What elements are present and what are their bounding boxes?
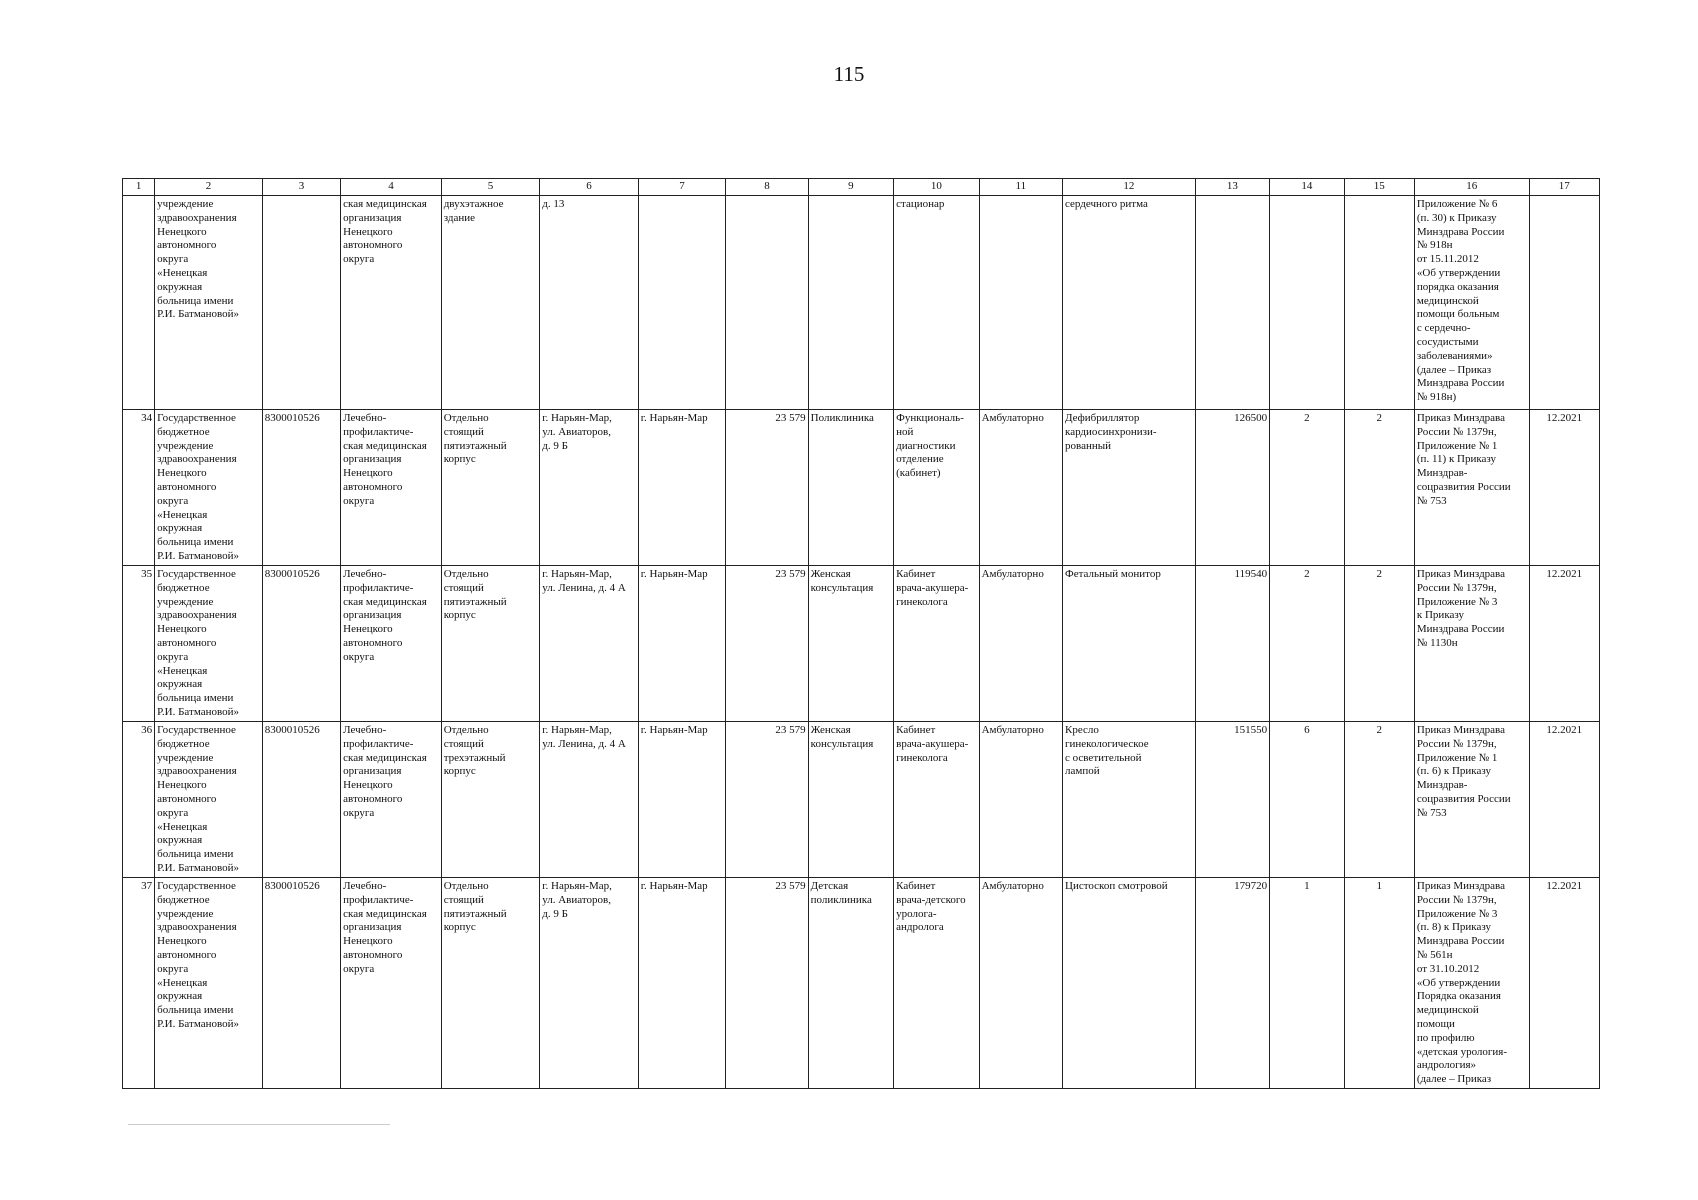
cell-unit: [808, 196, 893, 410]
cell-qty-planned: [1344, 196, 1414, 410]
header-cell-8: 8: [726, 179, 808, 196]
cell-care-mode: Амбулаторно: [979, 878, 1062, 1089]
cell-settlement: [638, 196, 725, 410]
cell-qty-planned: 2: [1344, 410, 1414, 566]
page-number: 115: [833, 62, 865, 86]
cell-building: Отдельно стоящий пятиэтажный корпус: [441, 566, 540, 722]
cell-settlement: г. Нарьян-Мар: [638, 722, 725, 878]
cell-population: 23 579: [726, 566, 808, 722]
cell-address: г. Нарьян-Мар, ул. Авиаторов, д. 9 Б: [540, 410, 639, 566]
cell-population: 23 579: [726, 410, 808, 566]
cell-row-number: [123, 196, 155, 410]
cell-care-mode: Амбулаторно: [979, 566, 1062, 722]
cell-qty-planned: 2: [1344, 722, 1414, 878]
cell-code: 119540: [1195, 566, 1269, 722]
header-cell-17: 17: [1529, 179, 1600, 196]
header-cell-6: 6: [540, 179, 639, 196]
cell-building: Отдельно стоящий пятиэтажный корпус: [441, 878, 540, 1089]
cell-date: 12.2021: [1529, 722, 1600, 878]
cell-department: Кабинет врача-детского уролога- андролога: [894, 878, 979, 1089]
cell-population: 23 579: [726, 722, 808, 878]
cell-code: 126500: [1195, 410, 1269, 566]
cell-row-number: 34: [123, 410, 155, 566]
cell-org-type: Лечебно- профилактиче- ская медицинская организация Ненецкого автономного округа: [341, 410, 442, 566]
cell-qty-required: 1: [1270, 878, 1344, 1089]
cell-equipment: Дефибриллятор кардиосинхронизи- рованный: [1063, 410, 1196, 566]
table-row: [123, 878, 1600, 1089]
header-cell-9: 9: [808, 179, 893, 196]
cell-institution: учреждение здравоохранения Ненецкого автономного округа «Ненецкая окружная больница имени Р.И. Батмановой»: [155, 196, 263, 410]
cell-org-type: ская медицинская организация Ненецкого автономного округа: [341, 196, 442, 410]
table-row: [123, 566, 1600, 722]
header-cell-15: 15: [1344, 179, 1414, 196]
cell-department: стационар: [894, 196, 979, 410]
header-cell-5: 5: [441, 179, 540, 196]
cell-org-type: Лечебно- профилактиче- ская медицинская организация Ненецкого автономного округа: [341, 722, 442, 878]
cell-equipment: Фетальный монитор: [1063, 566, 1196, 722]
cell-institution: Государственное бюджетное учреждение здравоохранения Ненецкого автономного округа «Ненецкая окружная больница имени Р.И. Батмановой»: [155, 878, 263, 1089]
table-row: [123, 722, 1600, 878]
cell-row-number: 37: [123, 878, 155, 1089]
cell-settlement: г. Нарьян-Мар: [638, 410, 725, 566]
cell-unit: Детская поликлиника: [808, 878, 893, 1089]
header-cell-7: 7: [638, 179, 725, 196]
cell-code: [1195, 196, 1269, 410]
cell-settlement: г. Нарьян-Мар: [638, 878, 725, 1089]
cell-unit: Женская консультация: [808, 566, 893, 722]
cell-equipment: сердечного ритма: [1063, 196, 1196, 410]
cell-department: Функциональ- ной диагностики отделение (кабинет): [894, 410, 979, 566]
equipment-table: [122, 178, 1600, 1089]
cell-regulation: Приказ Минздрава России № 1379н, Приложение № 1 (п. 11) к Приказу Минздрав- соцразвития России № 753: [1414, 410, 1529, 566]
header-cell-1: 1: [123, 179, 155, 196]
cell-regulation: Приказ Минздрава России № 1379н, Приложение № 3 к Приказу Минздрава России № 1130н: [1414, 566, 1529, 722]
cell-building: Отдельно стоящий пятиэтажный корпус: [441, 410, 540, 566]
cell-building: двухэтажное здание: [441, 196, 540, 410]
cell-date: [1529, 196, 1600, 410]
header-cell-12: 12: [1063, 179, 1196, 196]
cell-regulation: Приложение № 6 (п. 30) к Приказу Минздрава России № 918н от 15.11.2012 «Об утверждении порядка оказания медицинской помощи больным с сердечно- сосудистыми заболеваниями» (далее – Приказ Минздрава России № 918н): [1414, 196, 1529, 410]
header-cell-11: 11: [979, 179, 1062, 196]
cell-row-number: 36: [123, 722, 155, 878]
cell-date: 12.2021: [1529, 410, 1600, 566]
cell-qty-required: 2: [1270, 410, 1344, 566]
header-cell-10: 10: [894, 179, 979, 196]
cell-org-type: Лечебно- профилактиче- ская медицинская организация Ненецкого автономного округа: [341, 878, 442, 1089]
cell-department: Кабинет врача-акушера- гинеколога: [894, 722, 979, 878]
cell-department: Кабинет врача-акушера- гинеколога: [894, 566, 979, 722]
cell-qty-required: 2: [1270, 566, 1344, 722]
table-row-continuation: [123, 196, 1600, 410]
cell-qty-planned: 1: [1344, 878, 1414, 1089]
cell-unit: Поликлиника: [808, 410, 893, 566]
cell-care-mode: Амбулаторно: [979, 410, 1062, 566]
cell-qty-required: [1270, 196, 1344, 410]
cell-row-number: 35: [123, 566, 155, 722]
cell-inn: 8300010526: [262, 722, 340, 878]
cell-inn: 8300010526: [262, 566, 340, 722]
header-row: [123, 179, 1600, 196]
header-cell-16: 16: [1414, 179, 1529, 196]
cell-date: 12.2021: [1529, 566, 1600, 722]
cell-regulation: Приказ Минздрава России № 1379н, Приложение № 1 (п. 6) к Приказу Минздрав- соцразвития России № 753: [1414, 722, 1529, 878]
cell-inn: 8300010526: [262, 878, 340, 1089]
cell-care-mode: [979, 196, 1062, 410]
cell-address: г. Нарьян-Мар, ул. Ленина, д. 4 А: [540, 722, 639, 878]
cell-date: 12.2021: [1529, 878, 1600, 1089]
cell-address: г. Нарьян-Мар, ул. Авиаторов, д. 9 Б: [540, 878, 639, 1089]
cell-address: г. Нарьян-Мар, ул. Ленина, д. 4 А: [540, 566, 639, 722]
cell-institution: Государственное бюджетное учреждение здравоохранения Ненецкого автономного округа «Ненецкая окружная больница имени Р.И. Батмановой»: [155, 410, 263, 566]
scan-artifact-line: [128, 1124, 390, 1125]
cell-settlement: г. Нарьян-Мар: [638, 566, 725, 722]
header-cell-13: 13: [1195, 179, 1269, 196]
cell-equipment: Цистоскоп смотровой: [1063, 878, 1196, 1089]
header-cell-2: 2: [155, 179, 263, 196]
header-cell-14: 14: [1270, 179, 1344, 196]
cell-code: 179720: [1195, 878, 1269, 1089]
cell-inn: 8300010526: [262, 410, 340, 566]
cell-population: 23 579: [726, 878, 808, 1089]
cell-institution: Государственное бюджетное учреждение здравоохранения Ненецкого автономного округа «Ненецкая окружная больница имени Р.И. Батмановой»: [155, 566, 263, 722]
cell-regulation: Приказ Минздрава России № 1379н, Приложение № 3 (п. 8) к Приказу Минздрава России № 561н от 31.10.2012 «Об утверждении Порядка оказания медицинской помощи по профилю «детская урология- андрология» (далее – Приказ: [1414, 878, 1529, 1089]
cell-address: д. 13: [540, 196, 639, 410]
cell-org-type: Лечебно- профилактиче- ская медицинская организация Ненецкого автономного округа: [341, 566, 442, 722]
cell-institution: Государственное бюджетное учреждение здравоохранения Ненецкого автономного округа «Ненецкая окружная больница имени Р.И. Батмановой»: [155, 722, 263, 878]
cell-equipment: Кресло гинекологическое с осветительной лампой: [1063, 722, 1196, 878]
cell-qty-required: 6: [1270, 722, 1344, 878]
header-cell-4: 4: [341, 179, 442, 196]
table-row: [123, 410, 1600, 566]
cell-qty-planned: 2: [1344, 566, 1414, 722]
cell-inn: [262, 196, 340, 410]
cell-care-mode: Амбулаторно: [979, 722, 1062, 878]
header-cell-3: 3: [262, 179, 340, 196]
cell-unit: Женская консультация: [808, 722, 893, 878]
cell-population: [726, 196, 808, 410]
cell-building: Отдельно стоящий трехэтажный корпус: [441, 722, 540, 878]
cell-code: 151550: [1195, 722, 1269, 878]
